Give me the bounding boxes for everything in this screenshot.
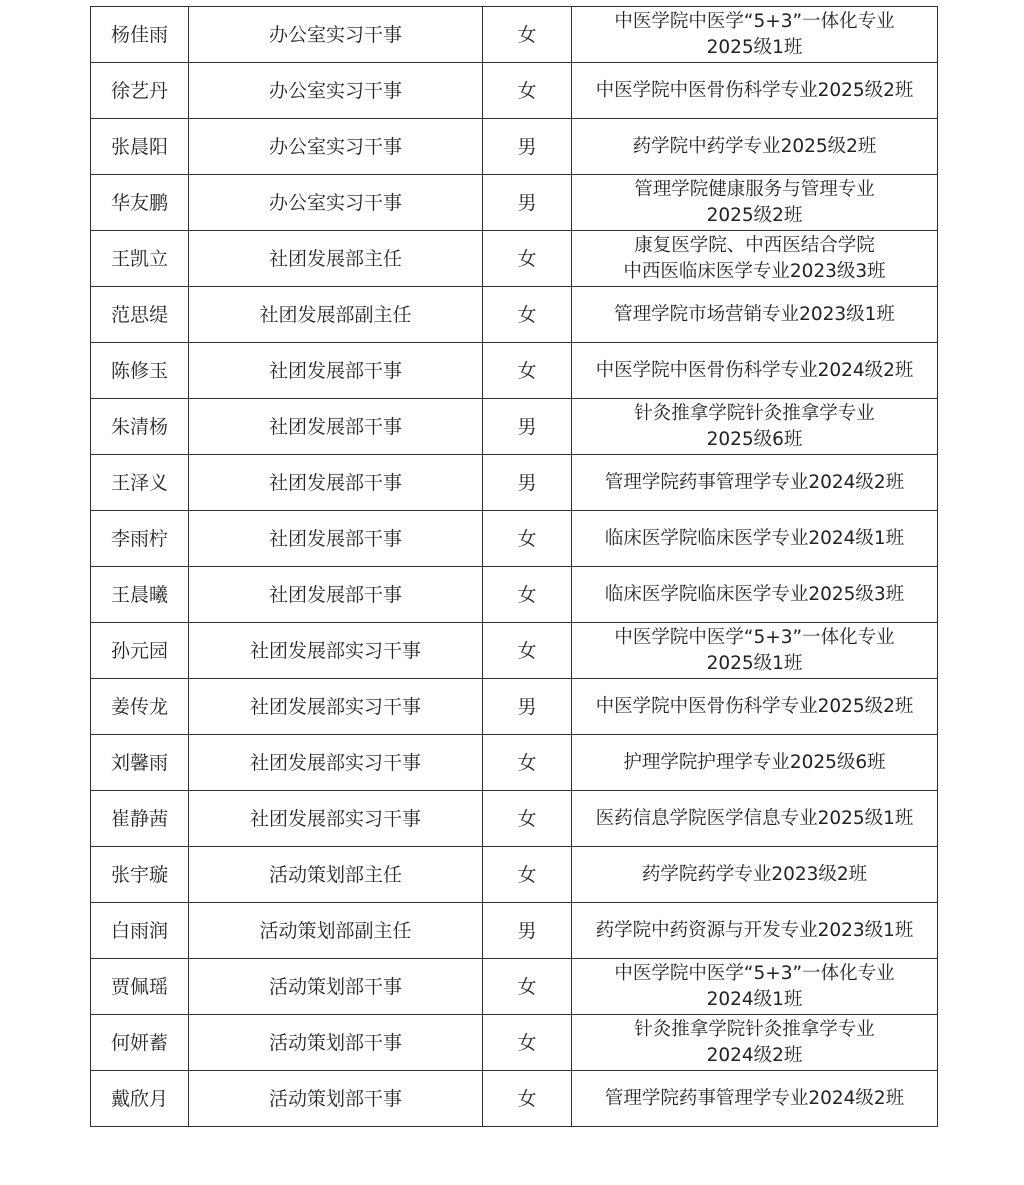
class-cell: 中医学院中医骨伤科学专业2025级2班	[572, 63, 938, 119]
gender-cell: 女	[483, 791, 572, 847]
class-cell: 药学院药学专业2023级2班	[572, 847, 938, 903]
name-cell: 张宇璇	[91, 847, 189, 903]
table-row	[91, 847, 938, 903]
gender-cell: 女	[483, 287, 572, 343]
class-cell: 管理学院药事管理学专业2024级2班	[572, 455, 938, 511]
gender-cell: 女	[483, 343, 572, 399]
name-cell: 戴欣月	[91, 1071, 189, 1127]
gender-cell: 女	[483, 1015, 572, 1071]
name-cell: 杨佳雨	[91, 7, 189, 63]
position-cell: 办公室实习干事	[189, 63, 483, 119]
position-cell: 社团发展部实习干事	[189, 623, 483, 679]
position-cell: 活动策划部干事	[189, 959, 483, 1015]
class-cell: 护理学院护理学专业2025级6班	[572, 735, 938, 791]
class-cell: 中医学院中医学“5+3”一体化专业 2024级1班	[572, 959, 938, 1015]
table-row	[91, 567, 938, 623]
name-cell: 姜传龙	[91, 679, 189, 735]
position-cell: 社团发展部主任	[189, 231, 483, 287]
name-cell: 何妍蓄	[91, 1015, 189, 1071]
name-cell: 范思缇	[91, 287, 189, 343]
table-row	[91, 63, 938, 119]
table-row	[91, 735, 938, 791]
position-cell: 社团发展部干事	[189, 511, 483, 567]
table-row	[91, 119, 938, 175]
class-cell: 临床医学院临床医学专业2025级3班	[572, 567, 938, 623]
gender-cell: 男	[483, 455, 572, 511]
class-cell: 中医学院中医学“5+3”一体化专业 2025级1班	[572, 623, 938, 679]
table-row	[91, 287, 938, 343]
class-cell: 中医学院中医骨伤科学专业2024级2班	[572, 343, 938, 399]
table-row	[91, 175, 938, 231]
name-cell: 张晨阳	[91, 119, 189, 175]
table-row	[91, 959, 938, 1015]
gender-cell: 女	[483, 959, 572, 1015]
name-cell: 贾佩瑶	[91, 959, 189, 1015]
gender-cell: 男	[483, 679, 572, 735]
position-cell: 社团发展部干事	[189, 399, 483, 455]
table-row	[91, 679, 938, 735]
table-row	[91, 791, 938, 847]
gender-cell: 女	[483, 511, 572, 567]
gender-cell: 女	[483, 63, 572, 119]
table-row	[91, 623, 938, 679]
gender-cell: 女	[483, 567, 572, 623]
position-cell: 社团发展部副主任	[189, 287, 483, 343]
gender-cell: 男	[483, 399, 572, 455]
roster-table	[90, 6, 938, 1127]
position-cell: 社团发展部实习干事	[189, 679, 483, 735]
name-cell: 徐艺丹	[91, 63, 189, 119]
gender-cell: 女	[483, 847, 572, 903]
table-row	[91, 455, 938, 511]
position-cell: 社团发展部实习干事	[189, 735, 483, 791]
gender-cell: 女	[483, 623, 572, 679]
position-cell: 办公室实习干事	[189, 175, 483, 231]
position-cell: 活动策划部主任	[189, 847, 483, 903]
table-row	[91, 511, 938, 567]
name-cell: 华友鹏	[91, 175, 189, 231]
class-cell: 管理学院药事管理学专业2024级2班	[572, 1071, 938, 1127]
gender-cell: 男	[483, 175, 572, 231]
name-cell: 崔静茜	[91, 791, 189, 847]
class-cell: 药学院中药学专业2025级2班	[572, 119, 938, 175]
table-row	[91, 343, 938, 399]
name-cell: 王晨曦	[91, 567, 189, 623]
table-row	[91, 231, 938, 287]
class-cell: 中医学院中医骨伤科学专业2025级2班	[572, 679, 938, 735]
name-cell: 王凯立	[91, 231, 189, 287]
gender-cell: 女	[483, 7, 572, 63]
class-cell: 医药信息学院医学信息专业2025级1班	[572, 791, 938, 847]
gender-cell: 女	[483, 231, 572, 287]
name-cell: 陈修玉	[91, 343, 189, 399]
class-cell: 管理学院健康服务与管理专业 2025级2班	[572, 175, 938, 231]
class-cell: 管理学院市场营销专业2023级1班	[572, 287, 938, 343]
position-cell: 活动策划部干事	[189, 1071, 483, 1127]
roster-table-body	[91, 7, 938, 1127]
position-cell: 活动策划部副主任	[189, 903, 483, 959]
class-cell: 针灸推拿学院针灸推拿学专业 2024级2班	[572, 1015, 938, 1071]
table-row	[91, 1015, 938, 1071]
table-row	[91, 1071, 938, 1127]
gender-cell: 女	[483, 735, 572, 791]
class-cell: 康复医学院、中西医结合学院 中西医临床医学专业2023级3班	[572, 231, 938, 287]
position-cell: 活动策划部干事	[189, 1015, 483, 1071]
table-row	[91, 399, 938, 455]
class-cell: 临床医学院临床医学专业2024级1班	[572, 511, 938, 567]
gender-cell: 女	[483, 1071, 572, 1127]
position-cell: 社团发展部干事	[189, 455, 483, 511]
position-cell: 社团发展部干事	[189, 567, 483, 623]
table-row	[91, 7, 938, 63]
class-cell: 中医学院中医学“5+3”一体化专业 2025级1班	[572, 7, 938, 63]
position-cell: 社团发展部干事	[189, 343, 483, 399]
name-cell: 王泽义	[91, 455, 189, 511]
gender-cell: 男	[483, 903, 572, 959]
position-cell: 社团发展部实习干事	[189, 791, 483, 847]
position-cell: 办公室实习干事	[189, 7, 483, 63]
name-cell: 刘馨雨	[91, 735, 189, 791]
table-row	[91, 903, 938, 959]
class-cell: 药学院中药资源与开发专业2023级1班	[572, 903, 938, 959]
class-cell: 针灸推拿学院针灸推拿学专业 2025级6班	[572, 399, 938, 455]
position-cell: 办公室实习干事	[189, 119, 483, 175]
name-cell: 朱清杨	[91, 399, 189, 455]
name-cell: 李雨柠	[91, 511, 189, 567]
name-cell: 白雨润	[91, 903, 189, 959]
gender-cell: 男	[483, 119, 572, 175]
name-cell: 孙元园	[91, 623, 189, 679]
